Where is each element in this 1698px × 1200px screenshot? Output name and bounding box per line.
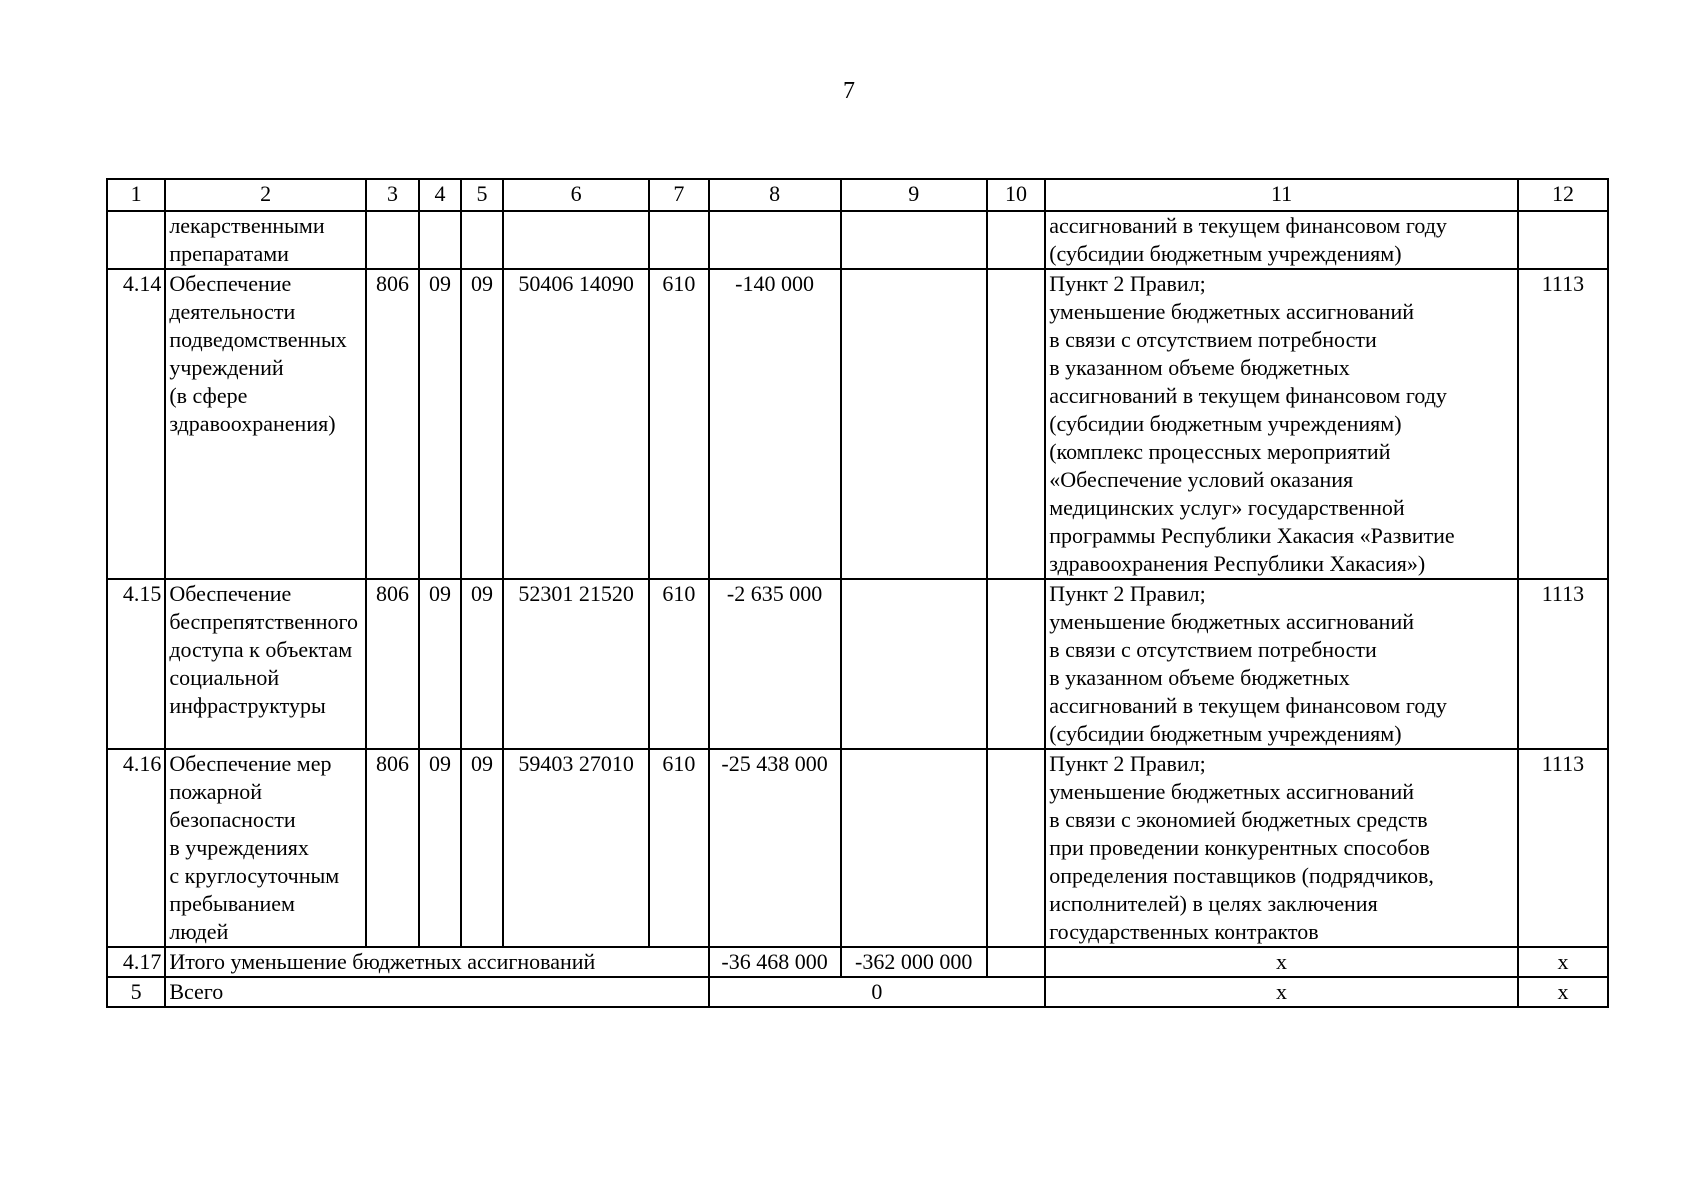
cell xyxy=(461,211,503,269)
item-name-line: лекарственными xyxy=(169,213,325,238)
budget-table xyxy=(106,178,1609,1008)
not-applicable-mark: x xyxy=(1518,977,1608,1007)
item-name-line: в учреждениях xyxy=(169,835,309,860)
column-header: 5 xyxy=(461,179,503,211)
row-number: 4.15 xyxy=(107,579,165,749)
section-code: 09 xyxy=(419,749,461,947)
subsection-code: 09 xyxy=(461,269,503,579)
amount-col9 xyxy=(841,269,987,579)
amount-col10 xyxy=(987,749,1045,947)
basis-line: уменьшение бюджетных ассигнований xyxy=(1049,609,1415,634)
basis-line: в связи с экономией бюджетных средств xyxy=(1049,807,1428,832)
amount-current-year: -140 000 xyxy=(709,269,841,579)
column-header: 12 xyxy=(1518,179,1608,211)
total-decrease-col8: -36 468 000 xyxy=(709,947,841,977)
expense-type-code: 610 xyxy=(649,579,708,749)
basis-line: в связи с отсутствием потребности xyxy=(1049,637,1377,662)
subsection-code: 09 xyxy=(461,579,503,749)
expense-type-code: 610 xyxy=(649,749,708,947)
basis-line: ассигнований в текущем финансовом году xyxy=(1049,693,1447,718)
column-header: 8 xyxy=(709,179,841,211)
section-code: 09 xyxy=(419,269,461,579)
classifier-code: 1113 xyxy=(1518,269,1608,579)
basis-line: (субсидии бюджетным учреждениям) xyxy=(1049,241,1402,266)
classifier-code: 1113 xyxy=(1518,579,1608,749)
item-name-line: учреждений xyxy=(169,355,284,380)
basis-text xyxy=(1045,749,1518,947)
basis-text xyxy=(1045,579,1518,749)
grand-total-label: Всего xyxy=(165,977,708,1007)
table-row xyxy=(107,579,1608,749)
item-name-line: подведомственных xyxy=(169,327,347,352)
total-decrease-row xyxy=(107,947,1608,977)
cell xyxy=(987,211,1045,269)
subsection-code: 09 xyxy=(461,749,503,947)
column-header: 3 xyxy=(366,179,419,211)
item-name xyxy=(165,579,366,749)
basis-line: Пункт 2 Правил; xyxy=(1049,271,1206,296)
column-header: 7 xyxy=(649,179,708,211)
row-number: 4.17 xyxy=(107,947,165,977)
item-name-line: (в сфере xyxy=(169,383,248,408)
ministry-code: 806 xyxy=(366,269,419,579)
amount-col9 xyxy=(841,749,987,947)
item-name-line: препаратами xyxy=(169,241,289,266)
target-article-code: 52301 21520 xyxy=(503,579,649,749)
table-row xyxy=(107,269,1608,579)
item-name xyxy=(165,269,366,579)
item-name-line: здравоохранения) xyxy=(169,411,336,436)
cell xyxy=(419,211,461,269)
basis-line: при проведении конкурентных способов xyxy=(1049,835,1430,860)
not-applicable-mark: x xyxy=(1045,977,1518,1007)
item-name-line: инфраструктуры xyxy=(169,693,326,718)
amount-current-year: -2 635 000 xyxy=(709,579,841,749)
item-name-line: людей xyxy=(169,919,229,944)
cell xyxy=(709,211,841,269)
column-header: 2 xyxy=(165,179,366,211)
page-number: 7 xyxy=(843,78,855,104)
ministry-code: 806 xyxy=(366,749,419,947)
basis-text xyxy=(1045,269,1518,579)
not-applicable-mark: x xyxy=(1045,947,1518,977)
total-decrease-label: Итого уменьшение бюджетных ассигнований xyxy=(165,947,708,977)
cell xyxy=(503,211,649,269)
column-number-row xyxy=(107,179,1608,211)
item-name-line: Обеспечение xyxy=(169,271,292,296)
item-name-line: доступа к объектам xyxy=(169,637,353,662)
basis-line: медицинских услуг» государственной xyxy=(1049,495,1405,520)
amount-col10 xyxy=(987,579,1045,749)
basis-line: уменьшение бюджетных ассигнований xyxy=(1049,779,1415,804)
amount-col9 xyxy=(841,579,987,749)
item-name-line: пожарной xyxy=(169,779,263,804)
item-name-line: с круглосуточным xyxy=(169,863,340,888)
basis-line: (субсидии бюджетным учреждениям) xyxy=(1049,721,1402,746)
section-code: 09 xyxy=(419,579,461,749)
basis-line: ассигнований в текущем финансовом году xyxy=(1049,383,1447,408)
cell xyxy=(987,947,1045,977)
amount-current-year: -25 438 000 xyxy=(709,749,841,947)
row-number: 4.14 xyxy=(107,269,165,579)
item-name-line: Обеспечение xyxy=(169,581,292,606)
column-header: 9 xyxy=(841,179,987,211)
basis-line: «Обеспечение условий оказания xyxy=(1049,467,1354,492)
basis-line: (субсидии бюджетным учреждениям) xyxy=(1049,411,1402,436)
continuation-row xyxy=(107,211,1608,269)
ministry-code: 806 xyxy=(366,579,419,749)
not-applicable-mark: x xyxy=(1518,947,1608,977)
expense-type-code: 610 xyxy=(649,269,708,579)
basis-line: государственных контрактов xyxy=(1049,919,1319,944)
item-name-line: пребыванием xyxy=(169,891,295,916)
cell xyxy=(649,211,708,269)
column-header: 4 xyxy=(419,179,461,211)
cell xyxy=(366,211,419,269)
item-name xyxy=(165,211,366,269)
table-row xyxy=(107,749,1608,947)
item-name-line: безопасности xyxy=(169,807,296,832)
column-header: 10 xyxy=(987,179,1045,211)
basis-line: уменьшение бюджетных ассигнований xyxy=(1049,299,1415,324)
basis-line: в связи с отсутствием потребности xyxy=(1049,327,1377,352)
row-number xyxy=(107,211,165,269)
item-name-line: Обеспечение мер xyxy=(169,751,332,776)
total-decrease-col9: -362 000 000 xyxy=(841,947,987,977)
basis-line: исполнителей) в целях заключения xyxy=(1049,891,1378,916)
cell xyxy=(1518,211,1608,269)
target-article-code: 50406 14090 xyxy=(503,269,649,579)
column-header: 11 xyxy=(1045,179,1518,211)
basis-line: здравоохранения Республики Хакасия») xyxy=(1049,551,1426,576)
item-name-line: социальной xyxy=(169,665,280,690)
target-article-code: 59403 27010 xyxy=(503,749,649,947)
grand-total-value: 0 xyxy=(709,977,1046,1007)
basis-line: программы Республики Хакасия «Развитие xyxy=(1049,523,1455,548)
grand-total-row xyxy=(107,977,1608,1007)
amount-col10 xyxy=(987,269,1045,579)
column-header: 6 xyxy=(503,179,649,211)
basis-line: ассигнований в текущем финансовом году xyxy=(1049,213,1447,238)
row-number: 4.16 xyxy=(107,749,165,947)
classifier-code: 1113 xyxy=(1518,749,1608,947)
basis-line: в указанном объеме бюджетных xyxy=(1049,665,1350,690)
item-name-line: деятельности xyxy=(169,299,296,324)
item-name xyxy=(165,749,366,947)
basis-line: Пункт 2 Правил; xyxy=(1049,751,1206,776)
basis-line: Пункт 2 Правил; xyxy=(1049,581,1206,606)
row-number: 5 xyxy=(107,977,165,1007)
item-name-line: беспрепятственного xyxy=(169,609,359,634)
basis-line: в указанном объеме бюджетных xyxy=(1049,355,1350,380)
basis-text xyxy=(1045,211,1518,269)
basis-line: определения поставщиков (подрядчиков, xyxy=(1049,863,1434,888)
column-header: 1 xyxy=(107,179,165,211)
cell xyxy=(841,211,987,269)
basis-line: (комплекс процессных мероприятий xyxy=(1049,439,1391,464)
